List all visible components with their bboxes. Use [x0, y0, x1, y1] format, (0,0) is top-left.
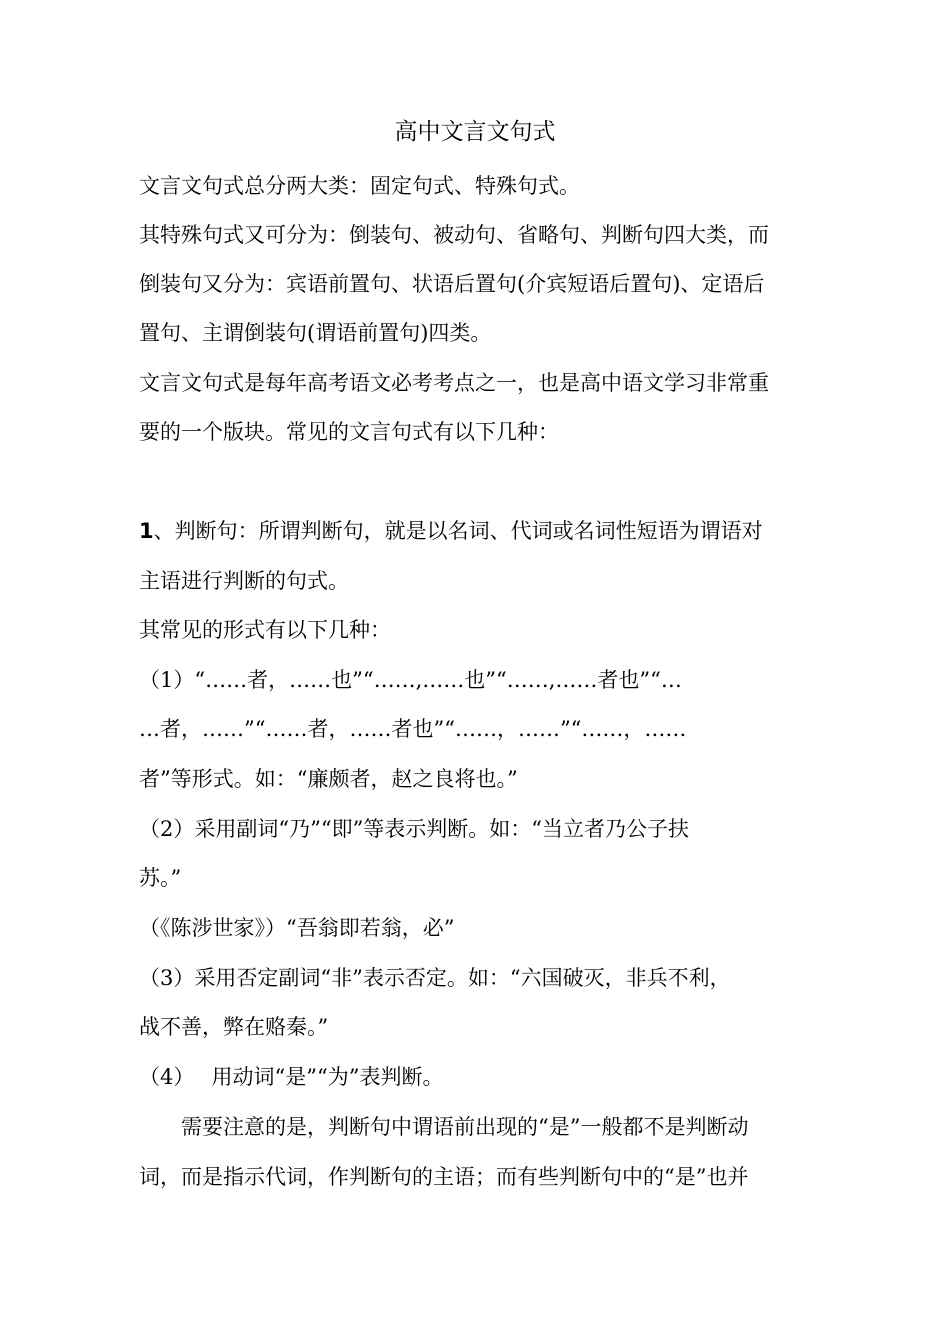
- section-1-heading-text: 、判断句：所谓判断句，就是以名词、代词或名词性短语为谓语对: [153, 519, 763, 543]
- form-3-line-b: 战不善，弊在赂秦。”: [139, 1015, 329, 1039]
- form-4-line: （4） 用动词“是”“为”表判断。: [139, 1065, 444, 1089]
- section-1-line-2: 主语进行判断的句式。: [139, 569, 349, 593]
- form-2-line-a: （2）采用副词“乃”“即”等表示判断。如：“当立者乃公子扶: [139, 817, 690, 841]
- form-1-line-b: …者，……”“……者，……者也”“……，……”“……，……: [139, 717, 687, 741]
- document-title: 高中文言文句式: [394, 119, 556, 145]
- intro-line-3: 倒装句又分为：宾语前置句、状语后置句(介宾短语后置句)、定语后: [139, 272, 765, 296]
- intro-line-6: 要的一个版块。常见的文言句式有以下几种：: [139, 420, 559, 444]
- form-3-line-a: （3）采用否定副词“非”表示否定。如：“六国破灭，非兵不利，: [139, 966, 731, 990]
- intro-line-1: 文言文句式总分两大类：固定句式、特殊句式。: [139, 174, 580, 198]
- section-1-line-3: 其常见的形式有以下几种：: [139, 618, 391, 642]
- form-2-line-b: 苏。”: [139, 866, 182, 890]
- note-line-b: 词，而是指示代词，作判断句的主语；而有些判断句中的“是”也并: [139, 1165, 749, 1189]
- form-1-line-c: 者”等形式。如：“廉颇者，赵之良将也。”: [139, 767, 518, 791]
- intro-line-5: 文言文句式是每年高考语文必考考点之一，也是高中语文学习非常重: [139, 371, 769, 395]
- intro-line-4: 置句、主谓倒装句(谓语前置句)四类。: [139, 321, 492, 345]
- note-line-a: 需要注意的是，判断句中谓语前出现的“是”一般都不是判断动: [181, 1115, 749, 1139]
- form-1-line-a: （1）“……者，……也”“……,……也”“……,……者也”“…: [139, 668, 682, 692]
- section-1-heading: [139, 511, 763, 551]
- form-2-line-c: （《陈涉世家》）“吾翁即若翁，必”: [139, 916, 455, 940]
- intro-line-2: 其特殊句式又可分为：倒装句、被动句、省略句、判断句四大类，而: [139, 223, 769, 247]
- section-1-number: 1: [139, 519, 154, 543]
